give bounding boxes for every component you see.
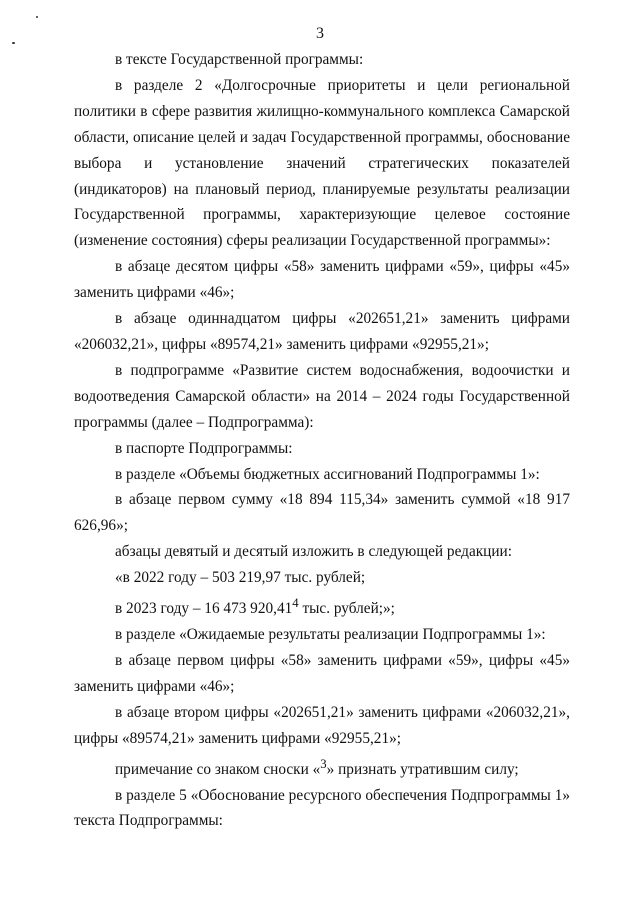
text-after: тыс. рублей;»;: [298, 600, 395, 618]
paragraph-with-footnote: [74, 752, 570, 783]
paragraph: в абзаце десятом цифры «58» заменить цифрами «59», цифры «45» заменить цифрами «46»;: [74, 258, 570, 302]
text-after: » признать утратившим силу;: [326, 760, 519, 778]
page-number: 3: [316, 25, 324, 42]
paragraph: абзацы девятый и десятый изложить в следующей редакции:: [115, 543, 512, 561]
paragraph: в разделе «Объемы бюджетных ассигнований Подпрограммы 1»:: [115, 465, 540, 483]
paragraph: в абзаце первом сумму «18 894 115,34» заменить суммой «18 917 626,96»;: [74, 491, 570, 535]
scan-speck: [12, 42, 15, 44]
paragraph: в разделе 5 «Обоснование ресурсного обеспечения Подпрограммы 1» текста Подпрограммы:: [74, 786, 570, 830]
text-before: примечание со знаком сноски «: [115, 760, 321, 778]
paragraph-with-footnote: [74, 591, 570, 622]
paragraph: в абзаце первом цифры «58» заменить цифрами «59», цифры «45» заменить цифрами «46»;: [74, 651, 570, 695]
paragraph: в разделе «Ожидаемые результаты реализации Подпрограммы 1»:: [115, 626, 546, 644]
paragraph: «в 2022 году – 503 219,97 тыс. рублей;: [115, 569, 366, 587]
footnote-mark: 4: [292, 596, 299, 611]
footnote-mark: 3: [320, 756, 327, 771]
paragraph: в абзаце одиннадцатом цифры «202651,21» заменить цифрами «206032,21», цифры «89574,21» заменить цифрами «92955,21»;: [74, 310, 570, 353]
paragraph: в паспорте Подпрограммы:: [115, 439, 293, 457]
document-body: [74, 47, 570, 834]
paragraph: в разделе 2 «Долгосрочные приоритеты и цели региональной политики в сфере развития жилищно-коммунального комплекса Самарской области, описание целей и задач Государственной программы, обоснование выбора и установление значений стратегических показателей (индикаторов) на плановый период, планируемые результаты реализации Государственной программы, характеризующие целевое состояние (изменение состояния) сферы реализации Государственной программы»:: [74, 76, 570, 250]
paragraph: в подпрограмме «Развитие систем водоснабжения, водоочистки и водоотведения Самарской области» на 2014 – 2024 годы Государственной программы (далее – Подпрограмма):: [74, 361, 570, 431]
paragraph: в тексте Государственной программы:: [115, 51, 364, 68]
paragraph: в абзаце втором цифры «202651,21» заменить цифрами «206032,21», цифры «89574,21» заменить цифрами «92955,21»;: [74, 703, 570, 747]
scan-speck: [36, 16, 38, 18]
text-before: в 2023 году – 16 473 920,41: [115, 600, 293, 618]
